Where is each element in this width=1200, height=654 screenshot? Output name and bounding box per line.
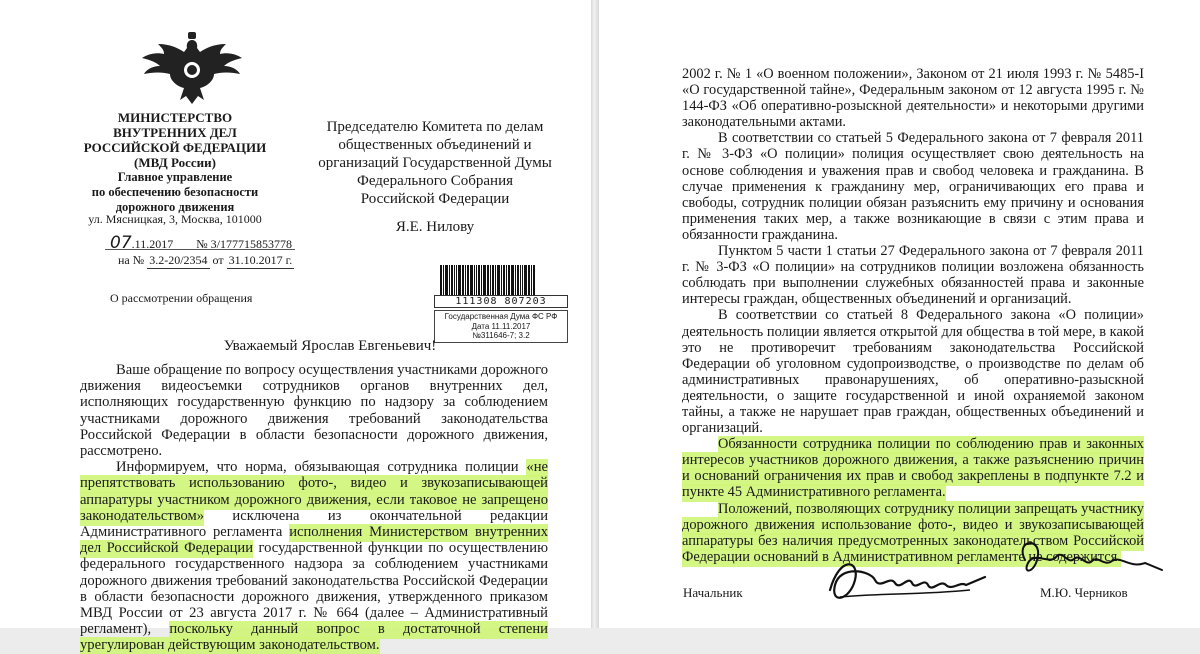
addressee-name: Я.Е. Нилову [395, 219, 475, 235]
addressee-line: организаций Государственной Думы [318, 155, 552, 171]
ministry-line: (МВД России) [134, 155, 216, 170]
stamp-line: Дата 11.11.2017 [471, 321, 531, 331]
paragraph [682, 436, 1144, 500]
ministry-line: РОССИЙСКОЙ ФЕДЕРАЦИИ [83, 140, 267, 155]
paragraph: Ваше обращение по вопросу осуществления участниками дорожного движения видеосъемки сотрудников органов внутренних дел, исполняющих государственную функцию по надзору за соблюдением участниками дорожного движения требований законодательства Российской Федерации в области безопасности дорожного движения, рассмотрено. [80, 362, 548, 460]
text-run: исключена из окончательной редакции Административного регламента [80, 507, 548, 541]
text-run: государственной функции по осуществлению федерального государственного надзора за соблюдением участниками дорожного движения требований законодательства Российской Федерации в области безопасности дорожного движения, утвержденного приказом МВД России от 23 августа 2017 г. № 664 (далее – Административный регламент), [80, 540, 549, 638]
ref-date: 31.10.2017 г. [228, 253, 293, 267]
highlighted-text: «не препятствовать использованию фото-, видео и звукозаписывающей аппаратуры участником дорожного движения, если таковое не запрещено законодательством» [80, 459, 548, 524]
ref-label: на № [118, 253, 145, 267]
stamp-line: №311646-7; 3.2 [472, 331, 530, 340]
department-name [60, 170, 290, 215]
addressee [300, 118, 570, 208]
letter-body-right [682, 66, 1144, 565]
paragraph: 2002 г. № 1 «О военном положении», Законом от 21 июля 1993 г. № 5485-I «О государственной тайне», Федеральным законом от 12 августа 1995 г. № 144-ФЗ «Об оперативно-розыскной деятельности» и некоторыми другими законодательными актами. [682, 66, 1144, 131]
ministry-line: ВНУТРЕННИХ ДЕЛ [113, 125, 237, 140]
greeting: Уважаемый Ярослав Евгеньевич! [223, 338, 437, 354]
paragraph [80, 459, 548, 653]
paragraph: Пунктом 5 части 1 статьи 27 Федерального закона от 7 февраля 2011 г. № 3-ФЗ «О полиции» на сотрудников полиции возложена обязанность соблюдать при выполнении служебных обязанностей права и законные интересы граждан, общественных объединений и организаций. [682, 243, 1144, 308]
ministry-name [60, 110, 290, 170]
date-handwritten: 07 [110, 233, 132, 253]
addressee-line: Председателю Комитета по делам [326, 119, 544, 135]
letter-body-left [80, 362, 548, 654]
highlighted-text: поскольку данный вопрос в достаточной степени урегулирован действующим законодательством. [80, 621, 548, 654]
ref-number: 3.2-20/2354 [149, 253, 208, 267]
addressee-line: Федерального Собрания [356, 173, 514, 189]
barcode-icon [434, 265, 568, 295]
department-line: Главное управление [117, 170, 233, 184]
department-line: дорожного движения [115, 200, 235, 214]
page-gap [591, 0, 599, 628]
signer-name: М.Ю. Черников [1040, 585, 1128, 600]
date-rest: .11.2017 [131, 237, 174, 251]
paragraph: В соответствии со статьей 5 Федерального закона от 7 февраля 2011 г. № 3-ФЗ «О полиции» полиция осуществляет свою деятельность на основе соблюдения и уважения прав и свобод человека и гражданина. В случае применения к гражданину мер, ограничивающих его права и свободы, сотрудник полиции обязан разъяснить ему причину и основания применения таких мер, а также возникающие в связи с этим права и обязанности гражданина. [682, 130, 1144, 243]
emblem-icon [140, 30, 244, 108]
number-label: № [196, 237, 208, 251]
registration-stamp [434, 265, 568, 343]
barcode-number: 111308 807203 [434, 295, 568, 308]
addressee-line: общественных объединений и [338, 137, 532, 153]
reference-number [118, 253, 294, 269]
highlighted-text: Обязанности сотрудника полиции по соблюдению прав и законных интересов участников дорожного движения, а также разъяснению причин и оснований ограничения их прав и свобод закреплены в подпункте 7.2 и пункте 45 Административного регламента. [682, 436, 1144, 501]
sender-address: ул. Мясницкая, 3, Москва, 101000 [88, 212, 262, 226]
text-run: Информируем, что норма, обязывающая сотрудника полиции [116, 459, 527, 476]
signature-icon [800, 535, 1180, 620]
highlighted-text: исполнения Министерством внутренних дел Российской Федерации [80, 524, 548, 557]
outgoing-number [110, 233, 292, 253]
department-line: по обеспечению безопасности [91, 185, 259, 199]
signer-position: Начальник [683, 585, 743, 600]
ref-from: от [212, 253, 224, 267]
number-underline [105, 249, 295, 250]
letter-subject: О рассмотрении обращения [110, 291, 253, 305]
stamp-line: Государственная Дума ФС РФ [444, 312, 558, 321]
letter-page-1 [0, 0, 591, 654]
number-value: 3/177715853778 [210, 237, 292, 251]
ministry-line: МИНИСТЕРСТВО [117, 110, 233, 125]
addressee-line: Российской Федерации [360, 191, 510, 207]
highlighted-text: Положений, позволяющих сотруднику полиции запрещать участнику дорожного движения использование фото-, видео и звукозаписывающей аппаратуры без наличия предусмотренных законодательством Российской Федерации оснований в Административном регламенте не содержится. [682, 500, 1144, 565]
paragraph: В соответствии со статьей 8 Федерального закона «О полиции» деятельность полиции является открытой для общества в той мере, в какой это не противоречит требованиям законодательства Российской Федерации об уголовном судопроизводстве, о производстве по делам об административных правонарушениях, об оперативно-разыскной деятельности, о защите государственной и иной охраняемой законом тайны, а также не нарушает прав граждан, общественных объединений и организаций. [682, 307, 1144, 437]
